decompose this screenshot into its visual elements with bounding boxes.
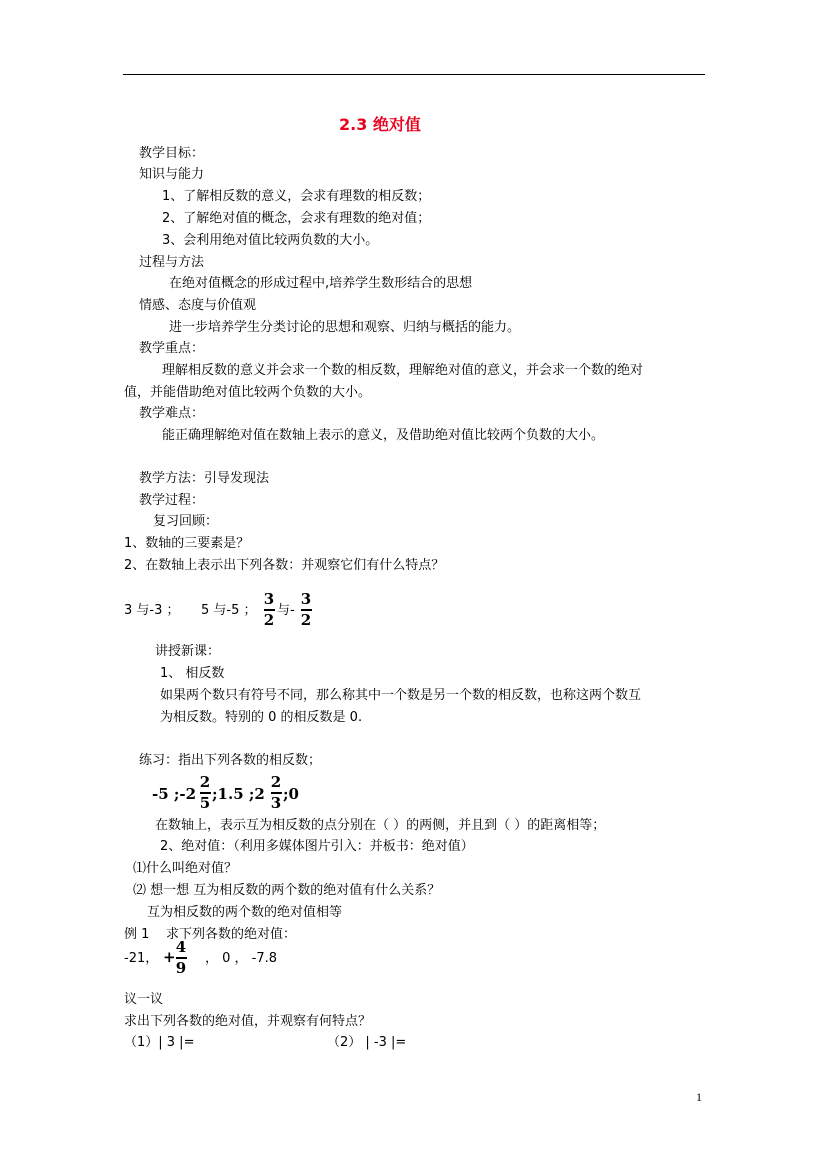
review-question-1: 1、数轴的三要素是？ [124,536,250,551]
definition-line-2: 为相反数。特别的 0 的相反数是 0. [160,710,363,725]
new-lesson-heading: 讲授新课： [155,644,221,659]
abs-item-2: （2） | -3 |= [327,1035,407,1050]
axis-question: 在数轴上，表示互为相反数的点分别在（ ）的两侧，并且到（ ）的距离相等； [155,818,606,833]
header-rule [123,74,705,75]
process-text: 在绝对值概念的形成过程中,培养学生数形结合的思想 [169,276,473,291]
focus-heading: 教学重点： [139,341,205,356]
exercise-numbers-c: ;0 [283,785,299,803]
exercise-heading: 练习：指出下列各数的相反数； [139,753,322,768]
knowledge-item-2: 2、了解绝对值的概念，会求有理数的绝对值； [162,211,431,226]
review-question-2: 2、在数轴上表示出下列各数：并观察它们有什么特点？ [124,558,445,573]
procedure-heading: 教学过程： [139,493,205,508]
section-2-answer: 互为相反数的两个数的绝对值相等 [147,905,343,920]
fraction-connector: 与- [277,603,295,618]
method-line: 教学方法：引导发现法 [139,471,270,486]
knowledge-item-3: 3、会利用绝对值比较两负数的大小。 [162,233,379,248]
number-pair-1: 3 与-3 ； [124,603,180,618]
difficulty-text: 能正确理解绝对值在数轴上表示的意义，及借助绝对值比较两个负数的大小。 [162,428,605,443]
exercise-numbers-a: -5 ;-2 [152,785,197,803]
focus-text-2: 值，并能借助绝对值比较两个负数的大小。 [124,385,372,400]
section-2-heading: 2、绝对值：（利用多媒体图片引入：并板书：绝对值） [160,839,474,854]
knowledge-heading: 知识与能力 [139,167,205,182]
example-text: 求下列各数的绝对值： [166,927,297,942]
example-values-a: -21， [124,951,159,966]
emotion-text: 进一步培养学生分类讨论的思想和观察、归纳与概括的能力。 [169,320,521,335]
emotion-heading: 情感、态度与价值观 [139,298,257,313]
example-values-b: ， 0 ， -7.8 [205,951,278,966]
number-pair-2: 5 与-5 ； [201,603,257,618]
discuss-heading: 议一议 [124,992,164,1007]
focus-text-1: 理解相反数的意义并会求一个数的相反数，理解绝对值的意义，并会求一个数的绝对 [162,363,644,378]
example-label: 例 1 [124,927,150,942]
section-2-question-2: ⑵ 想一想 互为相反数的两个数的绝对值有什么关系？ [133,883,441,898]
page-number: 1 [696,1090,702,1104]
definition-line-1: 如果两个数只有符号不同，那么称其中一个数是另一个数的相反数，也称这两个数互 [160,688,642,703]
exercise-numbers-b: ;1.5 ;2 [212,785,265,803]
knowledge-item-1: 1、了解相反数的意义，会求有理数的相反数； [162,189,431,204]
page-title: 2.3 绝对值 [339,115,421,134]
section-1-heading: 1、 相反数 [160,666,225,681]
difficulty-heading: 教学难点： [139,406,205,421]
section-2-question-1: ⑴什么叫绝对值？ [133,861,238,876]
objectives-heading: 教学目标： [139,146,205,161]
discuss-text: 求出下列各数的绝对值，并观察有何特点？ [124,1014,372,1029]
process-heading: 过程与方法 [139,255,205,270]
abs-item-1: （1）| 3 |= [124,1035,195,1050]
plus-sign: + [163,948,176,966]
review-heading: 复习回顾： [153,514,219,529]
